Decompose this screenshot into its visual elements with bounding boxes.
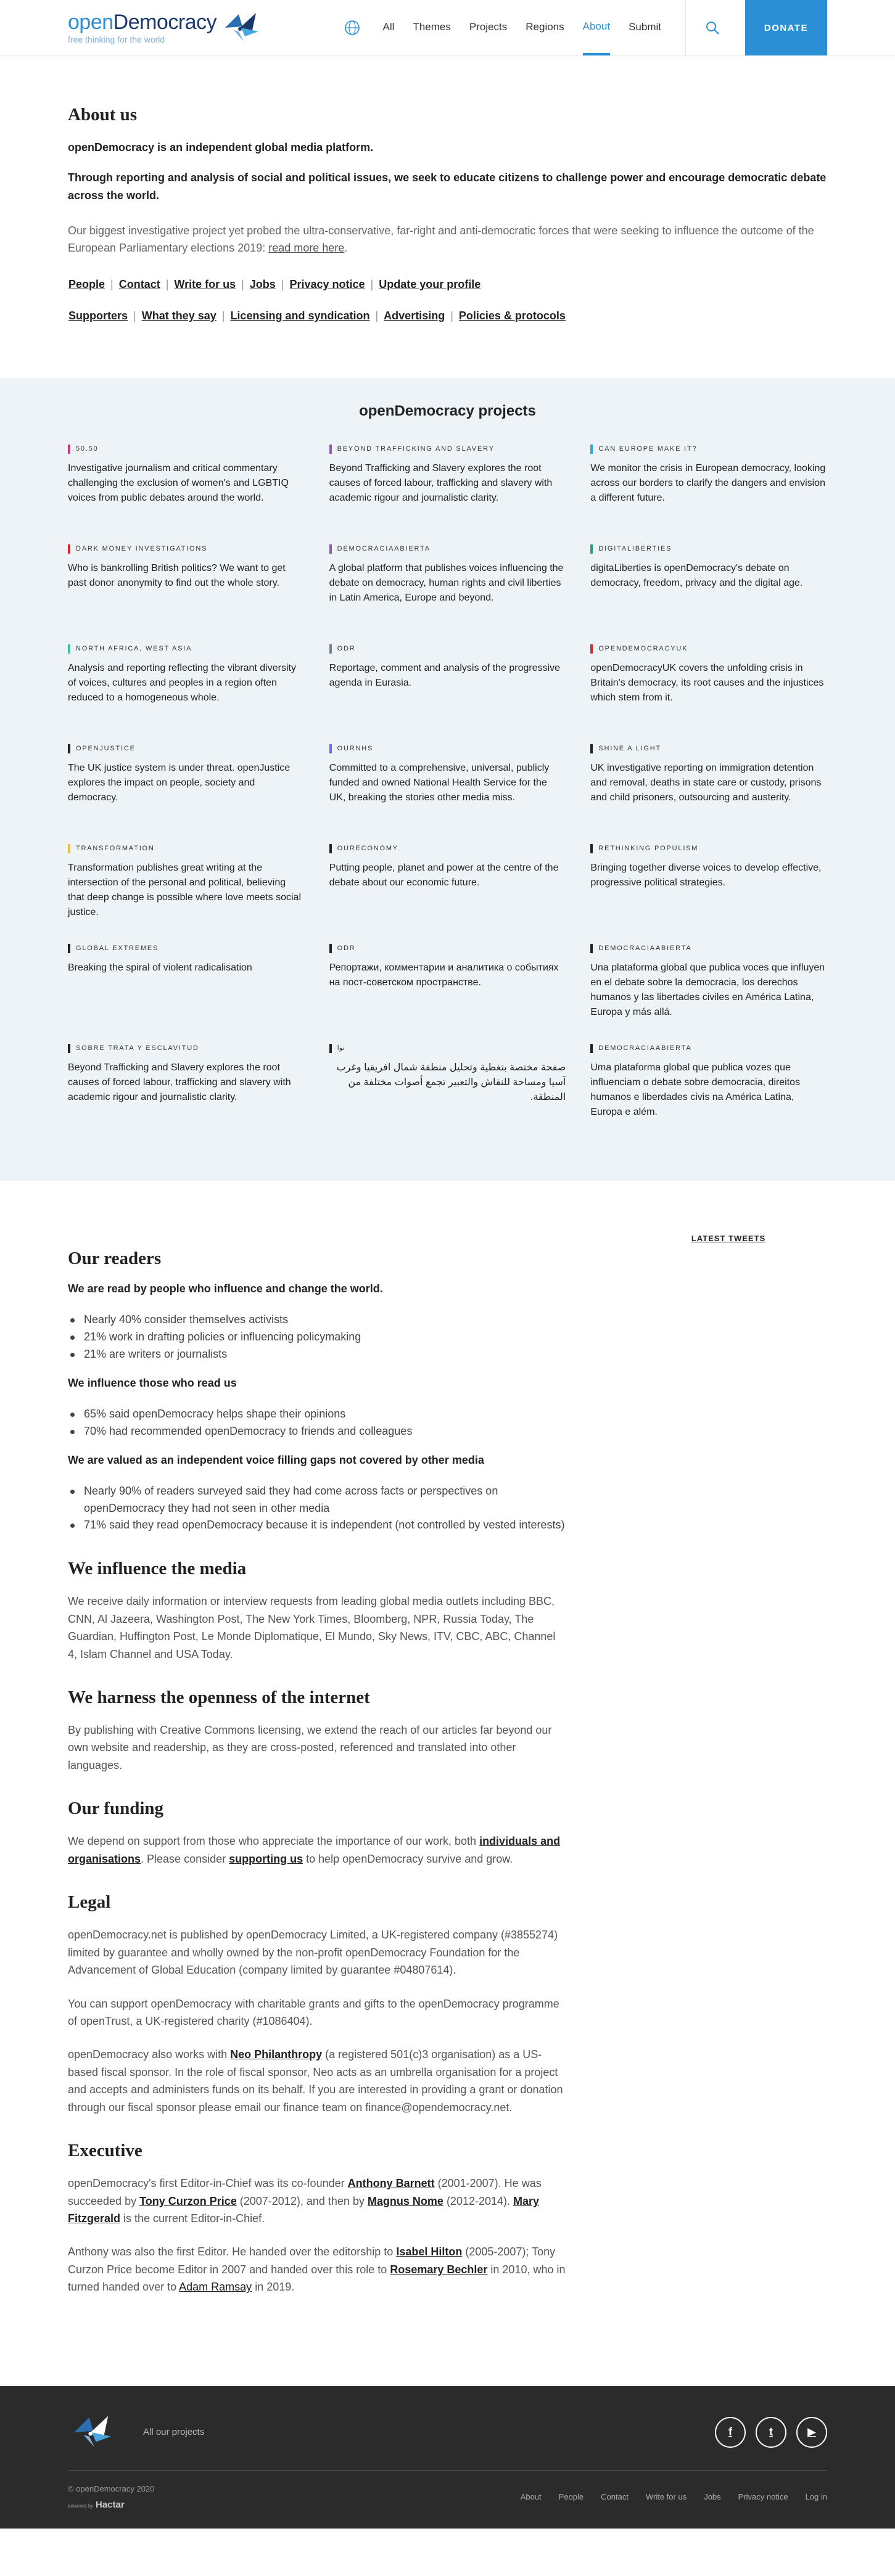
site-footer (0, 2386, 895, 2529)
supporting-us-link[interactable]: supporting us (229, 1852, 303, 1865)
project-description: digitaLiberties is openDemocracy's debate on democracy, freedom, privacy and the digital age. (590, 563, 803, 589)
list-item: 71% said they read openDemocracy because it is independent (not controlled by vested interests) (68, 1517, 567, 1534)
projects-grid (68, 445, 827, 1144)
media-title: We influence the media (68, 1559, 247, 1579)
footer-people-link[interactable]: People (558, 2492, 584, 2502)
project-description: A global platform that publishes voices influencing the debate on democracy, human rights and civil liberties in Latin America, Europe and beyond. (329, 563, 564, 604)
what-they-say-link[interactable]: What they say (141, 310, 217, 322)
project-name[interactable]: GLOBAL EXTREMES (68, 944, 305, 953)
project-description: Who is bankrolling British politics? We want to get past donor anonymity to find out the whole story. (68, 563, 286, 589)
privacy-notice-link[interactable]: Privacy notice (289, 278, 365, 291)
footer-bottom (68, 2484, 827, 2510)
internet-body: By publishing with Creative Commons licensing, we extend the reach of our articles far beyond our own website and readership, as they are cross-posted, referenced and translated into other languages. (68, 1724, 552, 1771)
logo-name: openDemocracy (68, 10, 217, 34)
nav-regions[interactable]: Regions (526, 20, 564, 33)
footer-top (68, 2411, 827, 2454)
main-nav (344, 0, 827, 55)
magnus-nome-link[interactable]: Magnus Nome (367, 2194, 443, 2207)
list-item: 70% had recommended openDemocracy to friends and colleagues (68, 1423, 567, 1440)
readers-main (68, 1181, 567, 2312)
project-name[interactable]: OPENJUSTICE (68, 744, 305, 753)
readers-list-1 (68, 1311, 567, 1363)
project-description: Beyond Trafficking and Slavery explores the root causes of forced labour, trafficking and slavery with academic rigour and journalistic clarity. (329, 463, 553, 504)
individuals-link[interactable]: individuals and organisations (68, 1835, 561, 1865)
project-name[interactable]: NORTH AFRICA, WEST ASIA (68, 644, 305, 654)
link-separator: | (370, 278, 374, 291)
list-item: 65% said openDemocracy helps shape their opinions (68, 1406, 567, 1423)
media-body: We receive daily information or interview requests from leading global media outlets including BBC, CNN, Al Jazeera, Washington Post, The New York Times, Bloomberg, NPR, Russia Today, The Guardian, Huffington Post, Le Monde Diplomatique, El Mundo, Sky News, ITV, CBC, ABC, Channel 4, Islam Channel and USA Today. (68, 1595, 556, 1660)
project-description: Beyond Trafficking and Slavery explores the root causes of forced labour, trafficking and slavery with academic rigour and journalistic clarity. (68, 1062, 291, 1103)
project-card[interactable] (68, 744, 305, 844)
project-description: Uma plataforma global que publica vozes que influenciam o debate sobre democracia, direitos humanos e liberdades civis na América Latina, Europa e além. (590, 1062, 801, 1118)
latest-tweets-link[interactable]: LATEST TWEETS (691, 1234, 766, 1244)
project-description: The UK justice system is under threat. openJustice explores the impact on people, society and democracy. (68, 763, 291, 803)
twitter-icon: t (769, 2426, 773, 2439)
executive-para-1: openDemocracy's first Editor-in-Chief was its co-founder Anthony Barnett (2001-2007). He was succeeded by Tony Curzon Price (2007-2012), and then by Magnus Nome (2012-2014). Mary Fitzgerald is the current Editor-in-Chief. (68, 2177, 542, 2225)
list-item: Nearly 90% of readers surveyed said they had come across facts or perspectives on openDemocracy they had not seen in other media (68, 1483, 567, 1517)
projects-title: openDemocracy projects (359, 403, 536, 420)
people-link[interactable]: People (68, 278, 105, 291)
funding-title: Our funding (68, 1799, 164, 1819)
social-links (715, 2417, 827, 2448)
tweets-sidebar (630, 1181, 827, 2312)
about-links-row-1 (68, 278, 827, 291)
project-card[interactable] (329, 744, 566, 844)
nav-themes[interactable]: Themes (413, 20, 451, 33)
executive-para-2: Anthony was also the first Editor. He handed over the editorship to Isabel Hilton (2005-2007); Tony Curzon Price become Editor in 2007 and handed over this role to Rosemary Bechler in 2010, who in turned handed over to Adam Ramsay in 2019. (68, 2246, 566, 2294)
link-separator: | (110, 278, 113, 291)
logo-text (68, 11, 217, 44)
footer-write-for-us-link[interactable]: Write for us (645, 2492, 687, 2502)
project-description: Analysis and reporting reflecting the vibrant diversity of voices, cultures and peoples in a region often reduced to a homogeneous whole. (68, 663, 296, 703)
anthony-barnett-link[interactable]: Anthony Barnett (347, 2177, 435, 2190)
project-card[interactable] (68, 1044, 305, 1144)
link-separator: | (450, 310, 453, 322)
project-card[interactable] (68, 644, 305, 744)
read-more-link[interactable]: read more here (268, 242, 345, 255)
youtube-icon: ▶ (807, 2426, 816, 2439)
bird-logo-icon (220, 9, 263, 46)
project-name[interactable]: TRANSFORMATION (68, 844, 305, 853)
jobs-link[interactable]: Jobs (249, 278, 276, 291)
link-separator: | (281, 278, 284, 291)
search-button[interactable] (695, 0, 730, 55)
link-separator: | (221, 310, 225, 322)
project-name[interactable]: SHINE A LIGHT (590, 744, 827, 753)
copyright: © openDemocracy 2020 (68, 2484, 155, 2493)
update-your-profile-link[interactable]: Update your profile (379, 278, 481, 291)
project-name[interactable]: DARK MONEY INVESTIGATIONS (68, 544, 305, 554)
project-name[interactable]: ODR (329, 944, 566, 953)
link-separator: | (375, 310, 379, 322)
site-header (0, 0, 895, 55)
project-card[interactable] (329, 544, 566, 644)
about-title: About us (68, 105, 138, 125)
project-card[interactable] (68, 445, 305, 544)
all-projects-link[interactable]: All our projects (143, 2427, 205, 2438)
globe-icon[interactable] (344, 20, 360, 36)
write-for-us-link[interactable]: Write for us (174, 278, 236, 291)
project-card[interactable] (329, 644, 566, 744)
project-card[interactable] (329, 445, 566, 544)
neo-philanthropy-link[interactable]: Neo Philanthropy (230, 2048, 323, 2061)
readers-subheading-3: We are valued as an independent voice filling gaps not covered by other media (68, 1453, 484, 1466)
legal-para-1: openDemocracy.net is published by openDemocracy Limited, a UK-registered company (#3855274) limited by guarantee and wholly owned by the non-profit openDemocracy Foundation for the Advancement of Global Education (company limited by guarantee #04807614). (68, 1929, 558, 1977)
project-description: Bringing together diverse voices to develop effective, progressive political strategies. (590, 863, 822, 888)
about-section (0, 55, 895, 378)
link-separator: | (165, 278, 169, 291)
about-lead-2: Through reporting and analysis of social and political issues, we seek to educate citizens to challenge power and encourage democratic debate across the world. (68, 171, 827, 202)
project-description: openDemocracyUK covers the unfolding crisis in Britain's democracy, its root causes and the injustices which stem from it. (590, 663, 824, 703)
project-description: Committed to a comprehensive, universal, publicly funded and owned National Health Service for the UK, breaking the stories other media miss. (329, 763, 550, 803)
logo-tagline: free thinking for the world (68, 35, 165, 44)
project-name[interactable]: OPENDEMOCRACYUK (590, 644, 827, 654)
readers-list-2 (68, 1406, 567, 1440)
project-name[interactable]: BEYOND TRAFFICKING AND SLAVERY (329, 445, 566, 454)
readers-list-3 (68, 1483, 567, 1535)
project-description: Репортажи, комментарии и аналитика о событиях на пост-советском пространстве. (329, 962, 559, 988)
facebook-button[interactable] (715, 2417, 746, 2448)
project-name[interactable]: OURECONOMY (329, 844, 566, 853)
project-card[interactable] (329, 844, 566, 944)
rosemary-bechler-link[interactable]: Rosemary Bechler (390, 2263, 488, 2276)
project-description: Putting people, planet and power at the centre of the debate about our economic future. (329, 863, 559, 888)
project-card[interactable] (590, 744, 827, 844)
donate-button[interactable]: DONATE (745, 0, 827, 55)
project-name[interactable]: DEMOCRACIAABIERTA (329, 544, 566, 554)
project-card[interactable] (68, 944, 305, 1044)
contact-link[interactable]: Contact (118, 278, 160, 291)
project-name[interactable]: OURNHS (329, 744, 566, 753)
tony-curzon-price-link[interactable]: Tony Curzon Price (139, 2194, 237, 2207)
readers-subheading-1: We are read by people who influence and change the world. (68, 1282, 383, 1295)
licensing-and-syndication-link[interactable]: Licensing and syndication (230, 310, 370, 322)
project-name[interactable]: SOBRE TRATA Y ESCLAVITUD (68, 1044, 305, 1053)
project-card[interactable] (329, 944, 566, 1044)
project-name[interactable]: CAN EUROPE MAKE IT? (590, 445, 827, 454)
footer-contact-link[interactable]: Contact (601, 2492, 629, 2502)
project-card[interactable] (68, 844, 305, 944)
internet-title: We harness the openness of the internet (68, 1688, 370, 1708)
legal-title: Legal (68, 1892, 111, 1913)
project-description: Reportage, comment and analysis of the progressive agenda in Eurasia. (329, 663, 561, 689)
footer-divider (68, 2470, 827, 2471)
nav-projects[interactable]: Projects (469, 20, 508, 33)
bird-logo-icon[interactable] (68, 2412, 117, 2453)
footer-about-link[interactable]: About (520, 2492, 542, 2502)
project-card[interactable] (590, 844, 827, 944)
project-description: Transformation publishes great writing at the intersection of the personal and political, believing that deep change is possible where love meets social justice. (68, 863, 301, 918)
footer-privacy-notice-link[interactable]: Privacy notice (738, 2492, 788, 2502)
link-separator: | (133, 310, 136, 322)
project-card[interactable] (68, 544, 305, 644)
project-description: We monitor the crisis in European democracy, looking across our borders to clarify the dangers and envision a different future. (590, 463, 826, 504)
project-name[interactable]: ODR (329, 644, 566, 654)
twitter-button[interactable] (756, 2417, 786, 2448)
project-card[interactable] (590, 544, 827, 644)
project-name[interactable]: DEMOCRACIAABIERTA (590, 1044, 827, 1053)
hactar-credit: powered by Hactar (68, 2499, 125, 2510)
nav-submit[interactable]: Submit (629, 20, 661, 33)
nav-all[interactable]: All (382, 20, 395, 33)
funding-body: We depend on support from those who appreciate the importance of our work, both individuals and organisations. Please consider supporting us to help openDemocracy survive and grow. (68, 1835, 561, 1865)
project-card[interactable] (590, 644, 827, 744)
project-name[interactable]: RETHINKING POPULISM (590, 844, 827, 853)
project-name[interactable]: DIGITALIBERTIES (590, 544, 827, 554)
project-description: Investigative journalism and critical commentary challenging the exclusion of women's and LGBTIQ voices from public debates around the world. (68, 463, 289, 504)
project-card[interactable] (590, 445, 827, 544)
project-card[interactable] (590, 944, 827, 1044)
readers-title: Our readers (68, 1249, 162, 1269)
mary-fitzgerald-link[interactable]: Mary Fitzgerald (68, 2194, 540, 2225)
site-logo[interactable] (68, 0, 263, 55)
legal-para-3: openDemocracy also works with Neo Philanthropy (a registered 501(c)3 organisation) as a US-based fiscal sponsor. In the role of fiscal sponsor, Neo acts as an umbrella organisation for a project and accepts and administers funds on its behalf. If you are interested in providing a grant or donation through our fiscal sponsor please email our finance team on finance@opendemocracy.net. (68, 2048, 563, 2114)
advertising-link[interactable]: Advertising (384, 310, 445, 322)
policies-protocols-link[interactable]: Policies & protocols (458, 310, 566, 322)
project-description: Breaking the spiral of violent radicalisation (68, 962, 252, 974)
project-card[interactable] (329, 1044, 566, 1144)
project-name[interactable]: نوا (329, 1044, 566, 1053)
about-lead-1: openDemocracy is an independent global media platform. (68, 141, 374, 154)
youtube-button[interactable] (796, 2417, 827, 2448)
footer-links (521, 2492, 827, 2501)
project-name[interactable]: 50.50 (68, 445, 305, 454)
supporters-link[interactable]: Supporters (68, 310, 128, 322)
readers-section (0, 1181, 895, 2349)
footer-jobs-link[interactable]: Jobs (704, 2492, 721, 2502)
legal-para-2: You can support openDemocracy with charitable grants and gifts to the openDemocracy programme of openTrust, a UK-registered charity (#1086404). (68, 1997, 559, 2027)
list-item: 21% work in drafting policies or influencing policymaking (68, 1329, 567, 1346)
about-links-row-2 (68, 310, 827, 322)
project-description: UK investigative reporting on immigration detention and removal, deaths in state care or custody, prisons and child prisoners, outsourcing and austerity. (590, 763, 822, 803)
adam-ramsay-link[interactable]: Adam Ramsay (179, 2281, 252, 2294)
isabel-hilton-link[interactable]: Isabel Hilton (396, 2246, 463, 2258)
readers-subheading-2: We influence those who read us (68, 1376, 237, 1389)
facebook-icon: f (728, 2426, 732, 2439)
nav-about[interactable]: About (583, 0, 610, 55)
project-description: صفحة مختصة بتغطية وتحليل منطقة شمال افريقيا وغرب آسيا ومساحة للنقاش والتعبير تجمع أصوات مختلفة من المنطقة. (336, 1062, 566, 1103)
about-body: Our biggest investigative project yet probed the ultra-conservative, far-right and anti-democratic forces that were seeking to influence the outcome of the European Parliamentary elections 2019: read more here. (68, 224, 814, 255)
search-icon (705, 20, 720, 35)
footer-log-in-link[interactable]: Log in (805, 2492, 827, 2502)
project-card[interactable] (590, 1044, 827, 1144)
nav-divider (685, 0, 686, 55)
list-item: 21% are writers or journalists (68, 1346, 567, 1363)
link-separator: | (241, 278, 244, 291)
executive-title: Executive (68, 2141, 142, 2161)
project-description: Una plataforma global que publica voces que influyen en el debate sobre la democracia, los derechos humanos y las libertades civiles en América Latina, Europa y más allá. (590, 962, 825, 1018)
list-item: Nearly 40% consider themselves activists (68, 1311, 567, 1329)
project-name[interactable]: DEMOCRACIAABIERTA (590, 944, 827, 953)
projects-section (0, 378, 895, 1181)
